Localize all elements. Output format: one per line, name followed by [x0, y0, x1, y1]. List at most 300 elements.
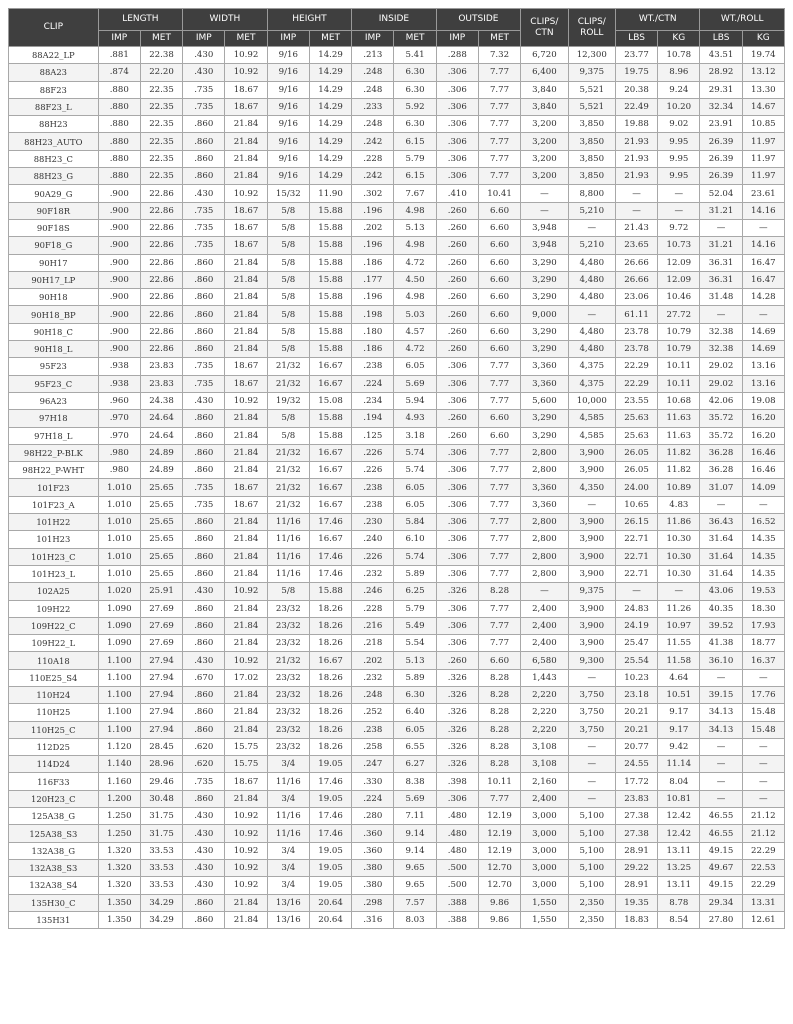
- cell-clips-ctn: 3,000: [521, 859, 568, 876]
- cell-wt-ctn-lbs: 24.83: [615, 600, 657, 617]
- cell-height-imp: 23/32: [267, 669, 309, 686]
- cell-wt-roll-lbs: 34.13: [700, 704, 742, 721]
- cell-wt-ctn-lbs: —: [615, 583, 657, 600]
- table-row: [9, 496, 785, 513]
- cell-clips-ctn: 6,400: [521, 64, 568, 81]
- cell-wt-roll-lbs: 49.15: [700, 877, 742, 894]
- cell-clips-ctn: 2,220: [521, 721, 568, 738]
- cell-width-imp: .860: [183, 635, 225, 652]
- cell-width-imp: .735: [183, 202, 225, 219]
- cell-width-imp: .430: [183, 652, 225, 669]
- cell-wt-ctn-kg: 9.95: [658, 168, 700, 185]
- cell-wt-roll-kg: 19.53: [742, 583, 784, 600]
- cell-outside-met: 6.60: [478, 237, 520, 254]
- cell-clips-ctn: 2,800: [521, 531, 568, 548]
- cell-length-imp: 1.100: [98, 669, 140, 686]
- cell-width-met: 18.67: [225, 358, 267, 375]
- cell-height-met: 19.05: [309, 756, 351, 773]
- cell-clip: 116F33: [9, 773, 99, 790]
- cell-outside-met: 8.28: [478, 686, 520, 703]
- cell-wt-roll-lbs: —: [700, 790, 742, 807]
- cell-outside-imp: .326: [436, 583, 478, 600]
- cell-inside-met: 6.05: [394, 358, 436, 375]
- cell-length-imp: 1.100: [98, 704, 140, 721]
- cell-clips-ctn: 6,580: [521, 652, 568, 669]
- cell-inside-met: 3.18: [394, 427, 436, 444]
- cell-width-met: 18.67: [225, 98, 267, 115]
- cell-inside-met: 4.72: [394, 254, 436, 271]
- cell-clips-ctn: 2,400: [521, 790, 568, 807]
- cell-inside-imp: .246: [352, 583, 394, 600]
- cell-clip: 90H18_C: [9, 323, 99, 340]
- cell-inside-imp: .242: [352, 133, 394, 150]
- cell-width-imp: .860: [183, 341, 225, 358]
- cell-wt-roll-kg: —: [742, 669, 784, 686]
- cell-wt-ctn-kg: 11.58: [658, 652, 700, 669]
- cell-width-met: 21.84: [225, 150, 267, 167]
- cell-width-met: 18.67: [225, 496, 267, 513]
- cell-outside-imp: .260: [436, 652, 478, 669]
- cell-outside-met: 8.28: [478, 704, 520, 721]
- cell-clip: 90H18_L: [9, 341, 99, 358]
- cell-height-met: 16.67: [309, 462, 351, 479]
- cell-outside-imp: .398: [436, 773, 478, 790]
- cell-inside-met: 5.03: [394, 306, 436, 323]
- cell-inside-met: 6.25: [394, 583, 436, 600]
- cell-inside-imp: .226: [352, 462, 394, 479]
- cell-outside-met: 7.77: [478, 635, 520, 652]
- cell-inside-met: 5.74: [394, 444, 436, 461]
- header-clips-ctn: CLIPS/ CTN: [521, 9, 568, 47]
- cell-height-met: 18.26: [309, 669, 351, 686]
- cell-length-imp: 1.250: [98, 808, 140, 825]
- table-row: [9, 462, 785, 479]
- header-inside-met: MET: [394, 31, 436, 47]
- cell-height-imp: 5/8: [267, 306, 309, 323]
- cell-inside-imp: .248: [352, 81, 394, 98]
- cell-outside-imp: .480: [436, 825, 478, 842]
- cell-clips-roll: 3,750: [568, 704, 615, 721]
- cell-height-imp: 9/16: [267, 47, 309, 64]
- cell-height-imp: 21/32: [267, 496, 309, 513]
- cell-length-met: 25.65: [140, 514, 182, 531]
- cell-length-imp: .880: [98, 81, 140, 98]
- cell-wt-roll-kg: 16.46: [742, 444, 784, 461]
- cell-clips-ctn: 2,400: [521, 600, 568, 617]
- cell-height-imp: 5/8: [267, 237, 309, 254]
- cell-clips-roll: 4,480: [568, 341, 615, 358]
- cell-clips-roll: —: [568, 219, 615, 236]
- cell-clip: 90F18S: [9, 219, 99, 236]
- cell-height-imp: 5/8: [267, 341, 309, 358]
- cell-inside-met: 6.40: [394, 704, 436, 721]
- cell-outside-imp: .326: [436, 721, 478, 738]
- cell-outside-imp: .306: [436, 358, 478, 375]
- cell-width-imp: .735: [183, 219, 225, 236]
- cell-height-met: 15.88: [309, 583, 351, 600]
- cell-length-met: 22.86: [140, 185, 182, 202]
- cell-width-imp: .860: [183, 548, 225, 565]
- cell-length-imp: 1.140: [98, 756, 140, 773]
- cell-clips-roll: 8,800: [568, 185, 615, 202]
- cell-clip: 98H22_P-BLK: [9, 444, 99, 461]
- cell-wt-ctn-lbs: 18.83: [615, 911, 657, 928]
- cell-wt-roll-lbs: 32.38: [700, 341, 742, 358]
- cell-wt-roll-lbs: 52.04: [700, 185, 742, 202]
- cell-length-imp: .900: [98, 289, 140, 306]
- cell-height-met: 16.67: [309, 444, 351, 461]
- cell-inside-met: 5.94: [394, 392, 436, 409]
- cell-wt-ctn-kg: 11.55: [658, 635, 700, 652]
- cell-wt-roll-lbs: 32.34: [700, 98, 742, 115]
- cell-inside-met: 7.67: [394, 185, 436, 202]
- cell-clips-roll: 3,900: [568, 565, 615, 582]
- header-clip: CLIP: [9, 9, 99, 47]
- cell-wt-roll-kg: 15.48: [742, 721, 784, 738]
- cell-inside-met: 6.30: [394, 116, 436, 133]
- cell-clip: 135H31: [9, 911, 99, 928]
- cell-wt-ctn-kg: 9.72: [658, 219, 700, 236]
- cell-outside-met: 6.60: [478, 271, 520, 288]
- cell-height-imp: 23/32: [267, 635, 309, 652]
- cell-outside-met: 12.19: [478, 808, 520, 825]
- table-row: [9, 531, 785, 548]
- cell-length-met: 25.65: [140, 496, 182, 513]
- cell-height-imp: 21/32: [267, 444, 309, 461]
- cell-inside-imp: .196: [352, 237, 394, 254]
- cell-wt-ctn-lbs: 24.00: [615, 479, 657, 496]
- cell-wt-roll-lbs: 49.15: [700, 842, 742, 859]
- cell-length-met: 28.45: [140, 738, 182, 755]
- cell-clip: 114D24: [9, 756, 99, 773]
- header-row-units: [9, 31, 785, 47]
- cell-wt-ctn-lbs: 20.77: [615, 738, 657, 755]
- cell-wt-roll-kg: 13.16: [742, 375, 784, 392]
- cell-wt-roll-lbs: 49.67: [700, 859, 742, 876]
- cell-clips-roll: 3,750: [568, 721, 615, 738]
- cell-wt-ctn-lbs: 27.38: [615, 808, 657, 825]
- cell-length-imp: 1.200: [98, 790, 140, 807]
- cell-clips-ctn: 9,000: [521, 306, 568, 323]
- cell-height-imp: 9/16: [267, 150, 309, 167]
- cell-outside-met: 6.60: [478, 254, 520, 271]
- cell-wt-roll-kg: 14.69: [742, 341, 784, 358]
- cell-wt-ctn-kg: 10.79: [658, 341, 700, 358]
- cell-width-met: 10.92: [225, 877, 267, 894]
- cell-clips-ctn: 3,290: [521, 323, 568, 340]
- cell-outside-met: 7.77: [478, 98, 520, 115]
- cell-wt-roll-lbs: 34.13: [700, 721, 742, 738]
- cell-wt-ctn-kg: —: [658, 583, 700, 600]
- cell-clips-roll: 5,521: [568, 98, 615, 115]
- cell-clips-ctn: 2,220: [521, 704, 568, 721]
- cell-length-imp: 1.250: [98, 825, 140, 842]
- cell-inside-met: 4.72: [394, 341, 436, 358]
- cell-wt-roll-lbs: 26.39: [700, 133, 742, 150]
- cell-wt-ctn-kg: 11.63: [658, 427, 700, 444]
- cell-width-imp: .860: [183, 289, 225, 306]
- cell-outside-imp: .306: [436, 168, 478, 185]
- cell-wt-ctn-lbs: 23.78: [615, 323, 657, 340]
- cell-width-imp: .430: [183, 47, 225, 64]
- cell-width-met: 21.84: [225, 168, 267, 185]
- cell-inside-met: 8.38: [394, 773, 436, 790]
- table-row: [9, 392, 785, 409]
- cell-inside-met: 5.69: [394, 375, 436, 392]
- cell-width-imp: .860: [183, 911, 225, 928]
- cell-height-met: 19.05: [309, 877, 351, 894]
- cell-clips-ctn: 3,290: [521, 254, 568, 271]
- cell-outside-imp: .260: [436, 271, 478, 288]
- cell-wt-ctn-kg: 9.24: [658, 81, 700, 98]
- cell-height-met: 17.46: [309, 808, 351, 825]
- cell-clip: 109H22_L: [9, 635, 99, 652]
- cell-wt-ctn-kg: 10.46: [658, 289, 700, 306]
- cell-clip: 135H30_C: [9, 894, 99, 911]
- cell-length-imp: 1.120: [98, 738, 140, 755]
- cell-outside-met: 7.77: [478, 116, 520, 133]
- cell-inside-imp: .242: [352, 168, 394, 185]
- cell-width-imp: .860: [183, 410, 225, 427]
- cell-height-met: 15.88: [309, 306, 351, 323]
- cell-outside-imp: .306: [436, 790, 478, 807]
- cell-wt-ctn-kg: 10.68: [658, 392, 700, 409]
- cell-length-imp: .880: [98, 133, 140, 150]
- cell-height-imp: 3/4: [267, 790, 309, 807]
- cell-inside-met: 6.15: [394, 168, 436, 185]
- cell-wt-roll-lbs: 31.07: [700, 479, 742, 496]
- cell-outside-imp: .326: [436, 756, 478, 773]
- cell-height-met: 15.88: [309, 323, 351, 340]
- cell-width-met: 10.92: [225, 859, 267, 876]
- cell-inside-imp: .238: [352, 479, 394, 496]
- cell-height-imp: 9/16: [267, 81, 309, 98]
- cell-height-imp: 21/32: [267, 479, 309, 496]
- cell-width-imp: .735: [183, 479, 225, 496]
- cell-length-imp: .881: [98, 47, 140, 64]
- cell-width-imp: .430: [183, 185, 225, 202]
- table-row: [9, 652, 785, 669]
- cell-outside-imp: .500: [436, 877, 478, 894]
- cell-wt-roll-lbs: 46.55: [700, 808, 742, 825]
- cell-wt-ctn-kg: 10.11: [658, 358, 700, 375]
- cell-outside-met: 9.86: [478, 911, 520, 928]
- cell-wt-ctn-lbs: 24.55: [615, 756, 657, 773]
- cell-clips-ctn: 1,550: [521, 911, 568, 928]
- cell-wt-roll-kg: —: [742, 738, 784, 755]
- cell-length-met: 25.91: [140, 583, 182, 600]
- cell-wt-roll-lbs: —: [700, 219, 742, 236]
- cell-height-met: 19.05: [309, 859, 351, 876]
- cell-inside-imp: .247: [352, 756, 394, 773]
- cell-wt-ctn-lbs: 27.38: [615, 825, 657, 842]
- cell-height-met: 15.88: [309, 427, 351, 444]
- cell-wt-ctn-lbs: 10.65: [615, 496, 657, 513]
- cell-wt-roll-kg: —: [742, 756, 784, 773]
- cell-height-met: 14.29: [309, 81, 351, 98]
- cell-wt-roll-kg: —: [742, 773, 784, 790]
- cell-wt-ctn-kg: 10.78: [658, 47, 700, 64]
- cell-outside-imp: .306: [436, 98, 478, 115]
- cell-inside-met: 9.14: [394, 825, 436, 842]
- cell-inside-imp: .218: [352, 635, 394, 652]
- cell-clips-ctn: 2,160: [521, 773, 568, 790]
- cell-length-met: 24.64: [140, 410, 182, 427]
- cell-length-imp: 1.010: [98, 548, 140, 565]
- cell-width-met: 10.92: [225, 842, 267, 859]
- cell-height-met: 16.67: [309, 531, 351, 548]
- cell-clip: 90A29_G: [9, 185, 99, 202]
- cell-wt-ctn-kg: 13.11: [658, 877, 700, 894]
- cell-height-met: 20.64: [309, 894, 351, 911]
- cell-width-met: 18.67: [225, 375, 267, 392]
- cell-clips-ctn: 3,200: [521, 133, 568, 150]
- cell-clip: 96A23: [9, 392, 99, 409]
- cell-clip: 110H25: [9, 704, 99, 721]
- cell-clip: 110H25_C: [9, 721, 99, 738]
- cell-clips-ctn: 3,948: [521, 219, 568, 236]
- cell-length-imp: .980: [98, 462, 140, 479]
- cell-wt-ctn-lbs: 23.83: [615, 790, 657, 807]
- cell-inside-imp: .302: [352, 185, 394, 202]
- cell-wt-roll-lbs: —: [700, 773, 742, 790]
- cell-outside-met: 7.77: [478, 531, 520, 548]
- cell-length-met: 22.35: [140, 81, 182, 98]
- cell-width-met: 18.67: [225, 81, 267, 98]
- cell-inside-met: 5.13: [394, 219, 436, 236]
- header-wt-ctn: WT./CTN: [615, 9, 700, 31]
- cell-clip: 97H18_L: [9, 427, 99, 444]
- cell-inside-met: 6.27: [394, 756, 436, 773]
- cell-clips-ctn: 3,290: [521, 410, 568, 427]
- cell-length-met: 22.35: [140, 168, 182, 185]
- cell-wt-ctn-kg: 8.04: [658, 773, 700, 790]
- table-header: [9, 9, 785, 47]
- table-row: [9, 219, 785, 236]
- cell-length-met: 29.46: [140, 773, 182, 790]
- cell-inside-imp: .177: [352, 271, 394, 288]
- cell-width-imp: .860: [183, 271, 225, 288]
- cell-outside-met: 7.77: [478, 81, 520, 98]
- cell-wt-roll-lbs: 31.64: [700, 548, 742, 565]
- cell-width-imp: .735: [183, 375, 225, 392]
- cell-width-met: 21.84: [225, 911, 267, 928]
- cell-clips-roll: 4,350: [568, 479, 615, 496]
- cell-inside-met: 6.30: [394, 686, 436, 703]
- cell-outside-met: 6.60: [478, 410, 520, 427]
- cell-clips-ctn: 3,290: [521, 289, 568, 306]
- cell-wt-roll-kg: 11.97: [742, 168, 784, 185]
- cell-wt-roll-kg: 22.29: [742, 842, 784, 859]
- cell-outside-imp: .326: [436, 738, 478, 755]
- cell-height-met: 19.05: [309, 790, 351, 807]
- cell-outside-met: 7.77: [478, 565, 520, 582]
- cell-length-met: 34.29: [140, 894, 182, 911]
- cell-height-met: 20.64: [309, 911, 351, 928]
- cell-width-met: 21.84: [225, 635, 267, 652]
- cell-inside-imp: .180: [352, 323, 394, 340]
- cell-clips-roll: 3,900: [568, 635, 615, 652]
- cell-inside-met: 5.89: [394, 565, 436, 582]
- cell-wt-roll-kg: —: [742, 496, 784, 513]
- cell-length-met: 22.86: [140, 219, 182, 236]
- cell-clip: 90F18R: [9, 202, 99, 219]
- cell-wt-roll-lbs: 36.10: [700, 652, 742, 669]
- cell-outside-met: 12.19: [478, 825, 520, 842]
- cell-height-met: 15.88: [309, 341, 351, 358]
- cell-outside-imp: .260: [436, 254, 478, 271]
- cell-inside-imp: .186: [352, 341, 394, 358]
- table-row: [9, 773, 785, 790]
- cell-outside-imp: .260: [436, 427, 478, 444]
- cell-inside-imp: .248: [352, 64, 394, 81]
- cell-clips-ctn: 2,800: [521, 548, 568, 565]
- cell-clip: 88H23_AUTO: [9, 133, 99, 150]
- cell-outside-imp: .388: [436, 911, 478, 928]
- cell-wt-ctn-kg: 9.02: [658, 116, 700, 133]
- cell-height-met: 16.67: [309, 479, 351, 496]
- cell-height-met: 16.67: [309, 652, 351, 669]
- table-row: [9, 116, 785, 133]
- cell-inside-met: 5.79: [394, 600, 436, 617]
- cell-wt-roll-kg: 17.93: [742, 617, 784, 634]
- cell-clips-roll: 5,521: [568, 81, 615, 98]
- table-row: [9, 721, 785, 738]
- cell-height-met: 14.29: [309, 168, 351, 185]
- cell-inside-met: 4.98: [394, 237, 436, 254]
- cell-outside-imp: .306: [436, 617, 478, 634]
- cell-length-met: 33.53: [140, 842, 182, 859]
- cell-inside-imp: .196: [352, 289, 394, 306]
- cell-inside-met: 5.74: [394, 462, 436, 479]
- cell-length-imp: .938: [98, 375, 140, 392]
- cell-outside-met: 6.60: [478, 219, 520, 236]
- cell-length-met: 22.20: [140, 64, 182, 81]
- cell-wt-roll-lbs: 29.02: [700, 358, 742, 375]
- cell-outside-imp: .306: [436, 635, 478, 652]
- cell-outside-imp: .288: [436, 47, 478, 64]
- cell-wt-ctn-lbs: 22.71: [615, 531, 657, 548]
- cell-outside-imp: .306: [436, 81, 478, 98]
- cell-length-met: 23.83: [140, 358, 182, 375]
- cell-length-met: 22.86: [140, 271, 182, 288]
- cell-clips-ctn: 3,200: [521, 150, 568, 167]
- cell-outside-imp: .306: [436, 531, 478, 548]
- cell-clips-ctn: 3,290: [521, 341, 568, 358]
- cell-outside-met: 9.86: [478, 894, 520, 911]
- cell-length-met: 25.65: [140, 548, 182, 565]
- cell-clips-ctn: 3,000: [521, 877, 568, 894]
- cell-wt-ctn-kg: 11.14: [658, 756, 700, 773]
- cell-height-imp: 15/32: [267, 185, 309, 202]
- cell-length-met: 24.89: [140, 462, 182, 479]
- cell-length-imp: .900: [98, 341, 140, 358]
- cell-width-imp: .860: [183, 133, 225, 150]
- cell-outside-imp: .260: [436, 341, 478, 358]
- cell-wt-ctn-lbs: 61.11: [615, 306, 657, 323]
- cell-clip: 101H23_C: [9, 548, 99, 565]
- cell-outside-imp: .306: [436, 133, 478, 150]
- cell-clips-roll: —: [568, 738, 615, 755]
- cell-wt-ctn-kg: 27.72: [658, 306, 700, 323]
- cell-inside-met: 5.74: [394, 548, 436, 565]
- cell-length-met: 27.94: [140, 669, 182, 686]
- table-row: [9, 825, 785, 842]
- table-row: [9, 686, 785, 703]
- table-row: [9, 410, 785, 427]
- cell-height-imp: 5/8: [267, 254, 309, 271]
- cell-wt-ctn-lbs: 21.93: [615, 150, 657, 167]
